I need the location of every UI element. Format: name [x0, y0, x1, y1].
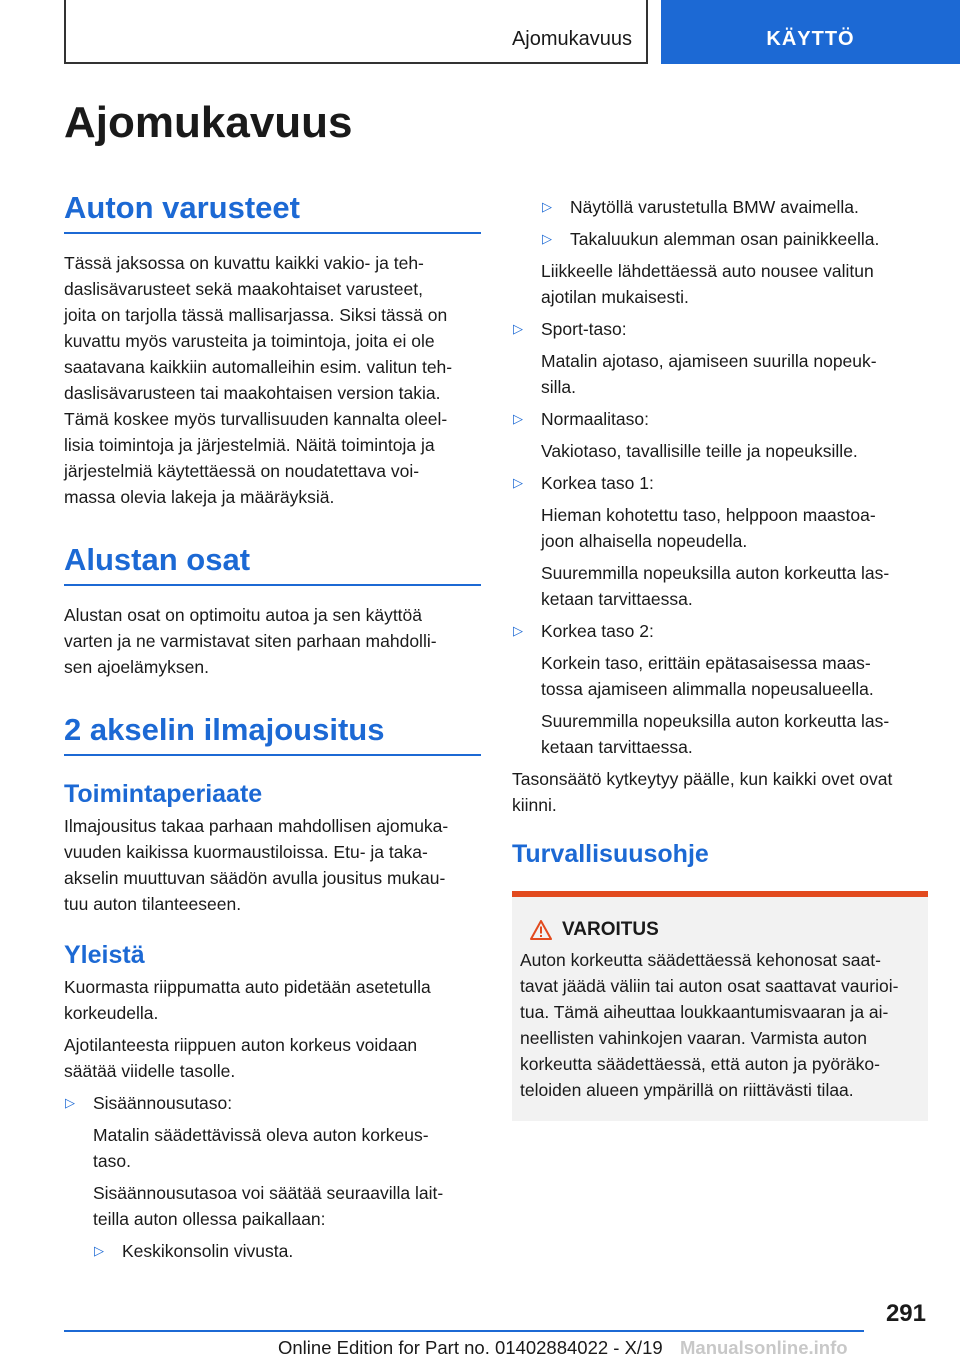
- text-line: Matalin säädettävissä oleva auton korkeus‐: [93, 1125, 429, 1145]
- list-item-description: [512, 348, 928, 400]
- text-line: teilla auton ollessa paikallaan:: [93, 1209, 326, 1229]
- triangle-bullet-icon: ▷: [513, 623, 523, 638]
- text-line: tua. Tämä aiheuttaa loukkaantumisvaaran ja ai‐: [520, 1002, 889, 1022]
- list-item-description: [512, 560, 928, 612]
- text-line: akselin muuttuvan säädön avulla jousitus mukau‐: [64, 868, 446, 888]
- paragraph-yleista-2: [64, 1032, 481, 1084]
- triangle-bullet-icon: ▷: [94, 1243, 104, 1258]
- text-line: joita on tarjolla tässä mallisarjassa. Siksi tässä on: [64, 305, 448, 325]
- paragraph-yleista-1: [64, 974, 481, 1026]
- watermark: Manualsonline.info: [680, 1337, 848, 1358]
- text-line: ketaan tarvittaessa.: [541, 737, 693, 757]
- text-line: massa olevia lakeja ja määräyksiä.: [64, 487, 335, 507]
- sub-list-item: [541, 226, 928, 252]
- text-line: tavat jäädä väliin tai auton osat saattavat vaurioi‐: [520, 976, 899, 996]
- subheading-toimintaperiaate: Toimintaperiaate: [64, 780, 263, 808]
- text-line: Tämä koskee myös turvallisuuden kannalta oleel‐: [64, 409, 448, 429]
- footer-edition: Online Edition for Part no. 01402884022 - X/19: [278, 1337, 663, 1358]
- text-line: Hieman kohotettu taso, helppoon maastoa‐: [541, 505, 876, 525]
- sub-list-item-label: Takaluukun alemman osan painikkeella.: [570, 229, 880, 249]
- text-line: Auton korkeutta säädettäessä kehonosat saat‐: [520, 950, 881, 970]
- triangle-bullet-icon: ▷: [542, 231, 552, 246]
- list-item-korkea-taso-1: [512, 470, 928, 496]
- text-line: kuvattu myös varusteita ja toimintoja, joita ei ole: [64, 331, 435, 351]
- text-line: Ajotilanteesta riippuen auton korkeus voidaan: [64, 1035, 418, 1055]
- list-item-label: Korkea taso 1:: [541, 473, 654, 493]
- text-line: silla.: [541, 377, 577, 397]
- warning-triangle-icon: [530, 920, 552, 940]
- section-heading-auton-varusteet: Auton varusteet: [64, 190, 481, 234]
- warning-header: [520, 919, 920, 941]
- triangle-bullet-icon: ▷: [513, 475, 523, 490]
- page-number: 291: [885, 1300, 926, 1327]
- page-title: Ajomukavuus: [64, 98, 353, 147]
- subheading-yleista: Yleistä: [64, 941, 145, 969]
- list-item-label: Sport-taso:: [541, 319, 627, 339]
- sub-list-item-label: Keskikonsolin vivusta.: [122, 1241, 294, 1261]
- paragraph-toimintaperiaate: [64, 813, 481, 917]
- warning-title: VAROITUS: [562, 919, 659, 940]
- text-line: korkeutta säädettäessä, että auton ja pyöräko‐: [520, 1054, 880, 1074]
- list-item-description: [512, 650, 928, 702]
- warning-box: [512, 891, 928, 1121]
- triangle-bullet-icon: ▷: [513, 411, 523, 426]
- subheading-turvallisuusohje: Turvallisuusohje: [512, 840, 709, 868]
- text-line: Matalin ajotaso, ajamiseen suurilla nopeuk‐: [541, 351, 877, 371]
- header-section-label: Ajomukavuus: [511, 28, 632, 50]
- list-item-label: Sisäännousutaso:: [93, 1093, 233, 1113]
- header-section-box: [64, 0, 648, 64]
- warning-text: [520, 947, 920, 1103]
- text-line: korkeudella.: [64, 1003, 159, 1023]
- text-line: neellisten vahinkojen vaaran. Varmista auton: [520, 1028, 867, 1048]
- triangle-bullet-icon: ▷: [513, 321, 523, 336]
- header-chapter-label: KÄYTTÖ: [766, 28, 855, 50]
- left-column: [64, 190, 481, 1264]
- sub-list-item: [93, 1238, 481, 1264]
- list-item-description: [512, 708, 928, 760]
- sub-list-item: [541, 194, 928, 220]
- text-line: säätää viidelle tasolle.: [64, 1061, 236, 1081]
- text-line: Alustan osat on optimoitu autoa ja sen käyttöä: [64, 605, 423, 625]
- list-item-description: [512, 502, 928, 554]
- list-item-description: [64, 1180, 481, 1232]
- text-line: daslisävarusteet sekä maakohtaiset varusteet,: [64, 279, 423, 299]
- text-line: järjestelmiä käytettäessä on noudatettava voi‐: [64, 461, 420, 481]
- text-line: teloiden alueen ympärillä on riittävästi tilaa.: [520, 1080, 854, 1100]
- text-line: saatavana kaikkiin automalleihin esim. valitun teh‐: [64, 357, 453, 377]
- text-line: daslisävarusteen tai maakohtaisen version takia.: [64, 383, 441, 403]
- text-line: joon alhaisella nopeudella.: [541, 531, 748, 551]
- text-line: Ilmajousitus takaa parhaan mahdollisen ajomuka‐: [64, 816, 449, 836]
- section-heading-ilmajousitus: 2 akselin ilmajousitus: [64, 712, 481, 756]
- header-chapter-tab: [661, 0, 960, 64]
- list-item-label: Normaalitaso:: [541, 409, 649, 429]
- list-item-sport-taso: [512, 316, 928, 342]
- sub-list-item-label: Näytöllä varustetulla BMW avaimella.: [570, 197, 859, 217]
- text-line: kiinni.: [512, 795, 557, 815]
- text-line: sen ajoelämyksen.: [64, 657, 209, 677]
- paragraph-auton-varusteet: [64, 250, 481, 510]
- text-line: Korkein taso, erittäin epätasaisessa maas‐: [541, 653, 871, 673]
- text-line: Liikkeelle lähdettäessä auto nousee valitun: [541, 261, 874, 281]
- list-item-note: [512, 258, 928, 310]
- text-line: Sisäännousutasoa voi säätää seuraavilla lait‐: [93, 1183, 444, 1203]
- text-line: varten ja ne varmistavat siten parhaan mahdolli‐: [64, 631, 437, 651]
- text-line: vuuden kaikissa kuormaustiloissa. Etu- ja taka‐: [64, 842, 428, 862]
- list-item-label: Korkea taso 2:: [541, 621, 654, 641]
- triangle-bullet-icon: ▷: [65, 1095, 75, 1110]
- list-item-sisaannousutaso: [64, 1090, 481, 1116]
- right-column: [512, 194, 928, 1121]
- list-item-description: [512, 438, 928, 464]
- list-item-korkea-taso-2: [512, 618, 928, 644]
- warning-content: [512, 897, 928, 1121]
- text-line: Suuremmilla nopeuksilla auton korkeutta las‐: [541, 563, 890, 583]
- text-line: ketaan tarvittaessa.: [541, 589, 693, 609]
- text-line: tossa ajamiseen alimmalla nopeusalueella.: [541, 679, 874, 699]
- text-line: lisia toimintoja ja järjestelmiä. Näitä toimintoja ja: [64, 435, 435, 455]
- list-item-description: [64, 1122, 481, 1174]
- text-line: tuu auton tilanteeseen.: [64, 894, 242, 914]
- text-line: Suuremmilla nopeuksilla auton korkeutta las‐: [541, 711, 890, 731]
- section-heading-alustan-osat: Alustan osat: [64, 542, 481, 586]
- text-line: Tasonsäätö kytkeytyy päälle, kun kaikki ovet ovat: [512, 769, 893, 789]
- text-line: Kuormasta riippumatta auto pidetään asetetulla: [64, 977, 431, 997]
- text-line: taso.: [93, 1151, 131, 1171]
- text-line: Tässä jaksossa on kuvattu kaikki vakio- ja teh‐: [64, 253, 424, 273]
- footer-divider: [64, 1330, 864, 1332]
- text-line: ajotilan mukaisesti.: [541, 287, 689, 307]
- list-item-normaalitaso: [512, 406, 928, 432]
- text-line: Vakiotaso, tavallisille teille ja nopeuksille.: [541, 441, 858, 461]
- paragraph-tasonsaato: [512, 766, 928, 818]
- triangle-bullet-icon: ▷: [542, 199, 552, 214]
- paragraph-alustan-osat: [64, 602, 481, 680]
